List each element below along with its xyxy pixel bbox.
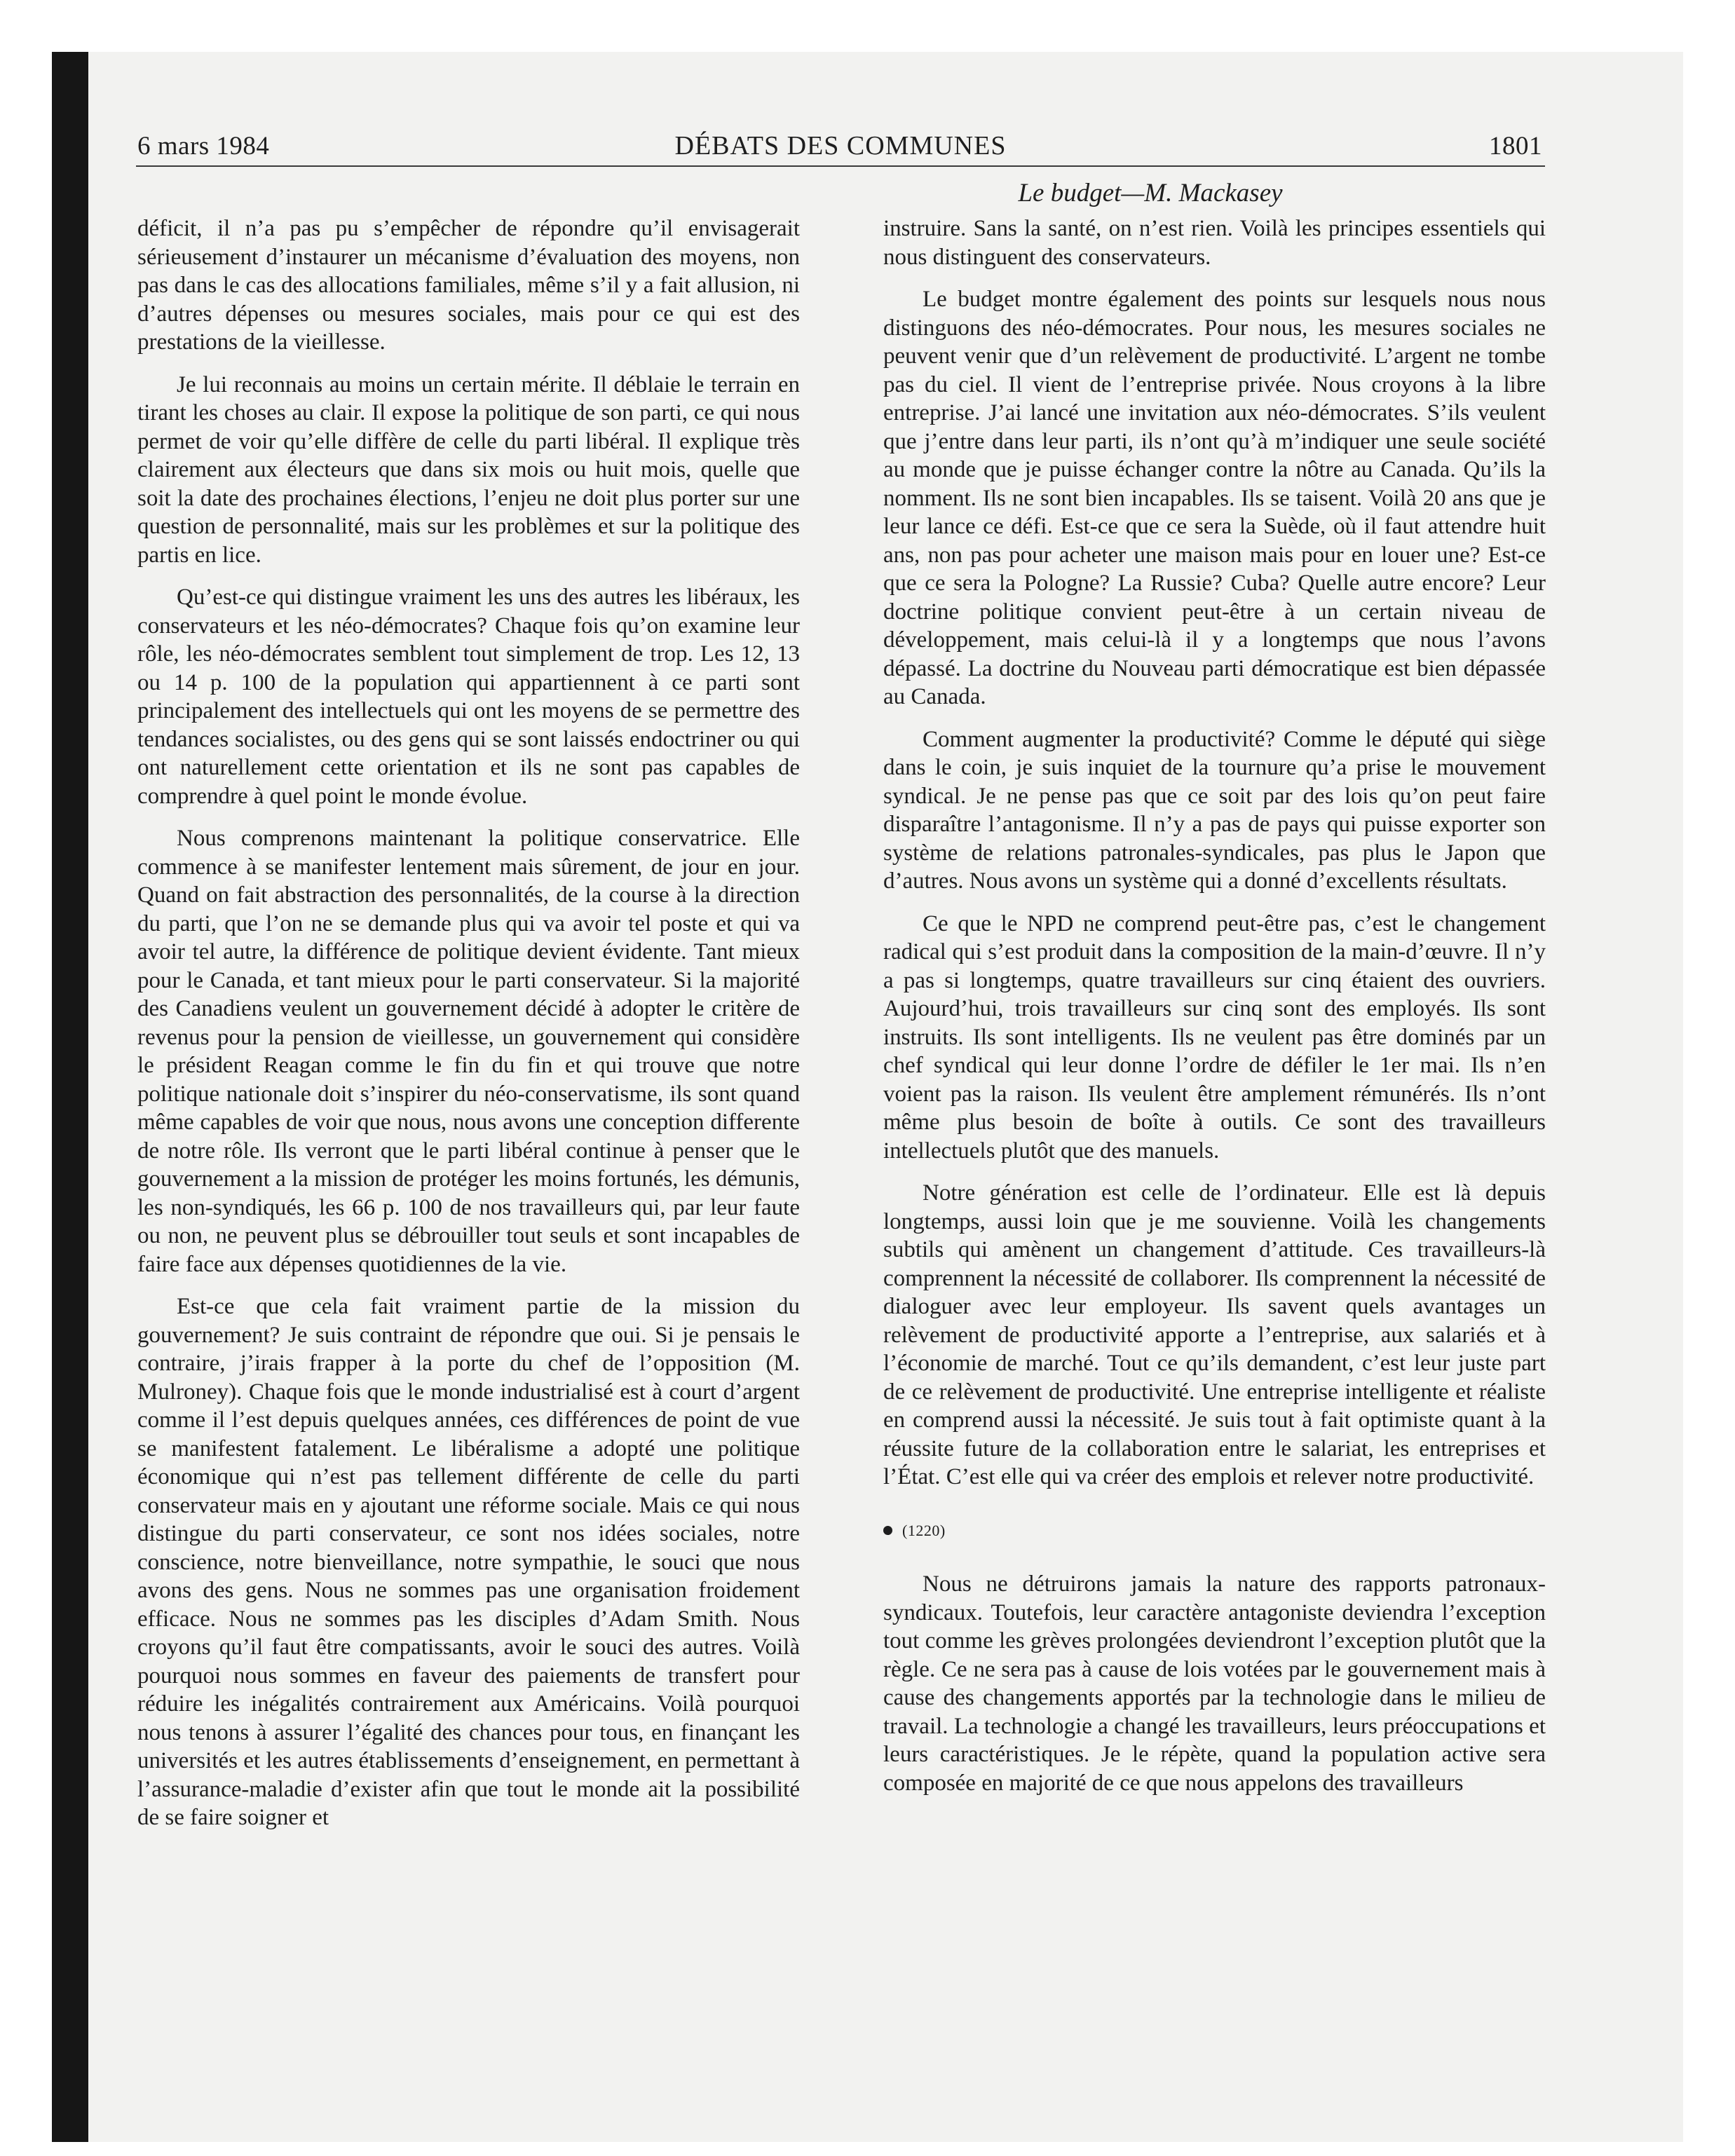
paragraph: instruire. Sans la santé, on n’est rien. Voilà les principes essentiels qui nous distinguent des conservateurs. [883,216,1546,270]
scan-dark-edge [52,52,88,2142]
header-date: 6 mars 1984 [137,132,270,161]
paragraph: déficit, il n’a pas pu s’empêcher de répondre qu’il envisagerait sérieusement d’instaurer un mécanisme d’évaluation des moyens, non pas dans le cas des allocations familiales, même s’il y a fait allusion, ni d’autres dépenses ou mesures sociales, mais pour ce qui est des prestations de la vieillesse. [137,216,800,355]
paragraph: Nous comprenons maintenant la politique conservatrice. Elle commence à se manifester lentement mais sûrement, de jour en jour. Quand on fait abstraction des personnalités, de la course à la direction du parti, que l’on ne se demande plus qui va avoir tel poste et qui va avoir tel autre, la différence de politique devient évidente. Tant mieux pour le Canada, et tant mieux pour le parti conservateur. Si la majorité des Canadiens veulent un gouvernement décidé à adopter le critère de revenus pour la pension de vieillesse, un gouvernement qui considère le président Reagan comme le fin du fin et qui trouve que notre politique nationale doit s’inspirer du néo-conservatisme, ils sont quand même capables de voir que nous, nous avons une conception differente de notre rôle. Ils verront que le parti libéral continue à penser que le gouvernement a la mission de protéger les moins fortunés, les démunis, les non-syndiqués, les 66 p. 100 de nos travailleurs qui, par leur faute ou non, ne peuvent plus se débrouiller tout seuls et sont incapables de faire face aux dépenses quotidiennes de la vie. [137,826,800,1277]
time-marker [883,1517,1546,1546]
paragraph: Nous ne détruirons jamais la nature des rapports patronaux-syndicaux. Toutefois, leur caractère antagoniste deviendra l’exception tout comme les grèves prolongées deviendront l’exception plutôt que la règle. Ce ne sera pas à cause de lois votées par le gouvernement mais à cause des changements apportés par la technologie dans le milieu de travail. La technologie a changé les travailleurs, leurs préoccupations et leurs caractéristiques. Je le répète, quand la population active sera composée en majorité de ce que nous appelons des travailleurs [883,1571,1546,1796]
paragraph: Je lui reconnais au moins un certain mérite. Il déblaie le terrain en tirant les choses au clair. Il expose la politique de son parti, ce qui nous permet de voir qu’elle diffère de celle du parti libéral. Il explique très clairement aux électeurs que dans six mois ou huit mois, quelle que soit la date des prochaines élections, l’enjeu ne doit plus porter sur une question de personnalité, mais sur les problèmes et sur la politique des partis en lice. [137,371,800,568]
paragraph: Qu’est-ce qui distingue vraiment les uns des autres les libéraux, les conservateurs et les néo-démocrates? Chaque fois qu’on examine leur rôle, les néo-démocrates semblent tout simplement de trop. Les 12, 13 ou 14 p. 100 de la population qui appartiennent à ce parti sont principalement des intellectuels qui ont les moyens de se permettre des tendances socialistes, ou des gens qui se sont laissés endoctriner ou qui ont naturellement cette orientation et ils ne sont pas capables de comprendre à quel point le monde évolue. [137,585,800,809]
paragraph: Le budget montre également des points sur lesquels nous nous distinguons des néo-démocrates. Pour nous, les mesures sociales ne peuvent venir que d’un relèvement de productivité. L’argent ne tombe pas du ciel. Il vient de l’entreprise privée. Nous croyons à la libre entreprise. J’ai lancé une invitation aux néo-démocrates. S’ils veulent que j’entre dans leur parti, ils n’ont qu’à m’indiquer une seule société au monde que je puisse échanger contre la nôtre au Canada. Qu’ils la nomment. Ils ne sont bien incapables. Ils se taisent. Voilà 20 ans que je leur lance ce défi. Est-ce que ce sera la Suède, où il faut attendre huit ans, non pas pour acheter une maison mais pour en louer une? Est-ce que ce sera la Pologne? La Russie? Cuba? Quelle autre encore? Leur doctrine politique convient peut-être à un certain niveau de développement, mais celui-là il y a longtemps que nous l’avons dépassé. La doctrine du Nouveau parti démocratique est bien dépassée au Canada. [883,287,1546,709]
section-subheader: Le budget—M. Mackasey [1018,179,1283,207]
header-page-number: 1801 [1489,132,1542,161]
time-marker-label: (1220) [902,1521,946,1539]
paragraph: Comment augmenter la productivité? Comme le député qui siège dans le coin, je suis inquiet de la tournure qu’a prise le mouvement syndical. Je ne pense pas que ce soit par des lois qu’on peut faire disparaître l’antagonisme. Il n’y a pas de pays qui puisse exporter son système de relations patronales-syndicales, pas plus le Japon que d’autres. Nous avons un système qui a donné d’excellents résultats. [883,726,1546,894]
paragraph: Ce que le NPD ne comprend peut-être pas, c’est le changement radical qui s’est produit dans la composition de la main-d’œuvre. Il n’y a pas si longtemps, quatre travailleurs sur cinq étaient des ouvriers. Aujourd’hui, trois travailleurs sur cinq sont des employés. Ils sont instruits. Ils sont intelligents. Ils ne veulent pas être dominés par un chef syndical qui leur donne l’ordre de défiler le 1er mai. Ils n’en voient pas la raison. Ils veulent être amplement rémunérés. Ils n’ont même plus besoin de boîte à outils. Ce sont des travailleurs intellectuels plutôt que des manuels. [883,910,1546,1164]
paragraph: Notre génération est celle de l’ordinateur. Elle est là depuis longtemps, aussi loin que je me souvienne. Voilà les changements subtils qui amènent un changement d’attitude. Ces travailleurs-là comprennent la nécessité de collaborer. Ils comprennent la nécessité de dialoguer avec leur employeur. Ils savent quels avantages un relèvement de productivité apporte a l’entreprise, aux salariés et à l’économie de marché. Tout ce qu’ils demandent, c’est leur juste part de ce relèvement de productivité. Une entreprise intelligente et réaliste en comprend aussi la nécessité. Je suis tout à fait optimiste quant à la réussite future de la collaboration entre le salariat, les entreprises et l’État. C’est elle qui va créer des emplois et relever notre productivité. [883,1180,1546,1489]
right-column [883,214,1546,1811]
bullet-icon [883,1526,892,1535]
paragraph: Est-ce que cela fait vraiment partie de la mission du gouvernement? Je suis contraint de répondre que oui. Si je pensais le contraire, j’irais frapper à la porte du chef de l’opposition (M. Mulroney). Chaque fois que le monde industrialisé est à court d’argent comme il l’est depuis quelques années, ces différences de point de vue se manifestent fatalement. Le libéralisme a adopté une politique économique qui n’est pas tellement différente de celle du parti conservateur mais en y ajoutant une réforme sociale. Mais ce qui nous distingue du parti conservateur, ce sont nos idées sociales, notre conscience, notre bienveillance, notre sympathie, le souci que nous avons des gens. Nous ne sommes pas une organisation froidement efficace. Nous ne sommes pas les disciples d’Adam Smith. Nous croyons qu’il faut être compatissants, avoir le souci des autres. Voilà pourquoi nous sommes en faveur des paiements de transfert pour réduire les inégalités contrairement aux Américains. Voilà pourquoi nous tenons à assurer l’égalité des chances pour tous, en finançant les universités et les autres établissements d’enseignement, en permettant à l’assurance-maladie d’exister afin que tout le monde ait la possibilité de se faire soigner et [137,1294,800,1830]
left-column [137,214,800,1846]
page-header [136,118,1545,167]
header-title: DÉBATS DES COMMUNES [674,131,1007,161]
